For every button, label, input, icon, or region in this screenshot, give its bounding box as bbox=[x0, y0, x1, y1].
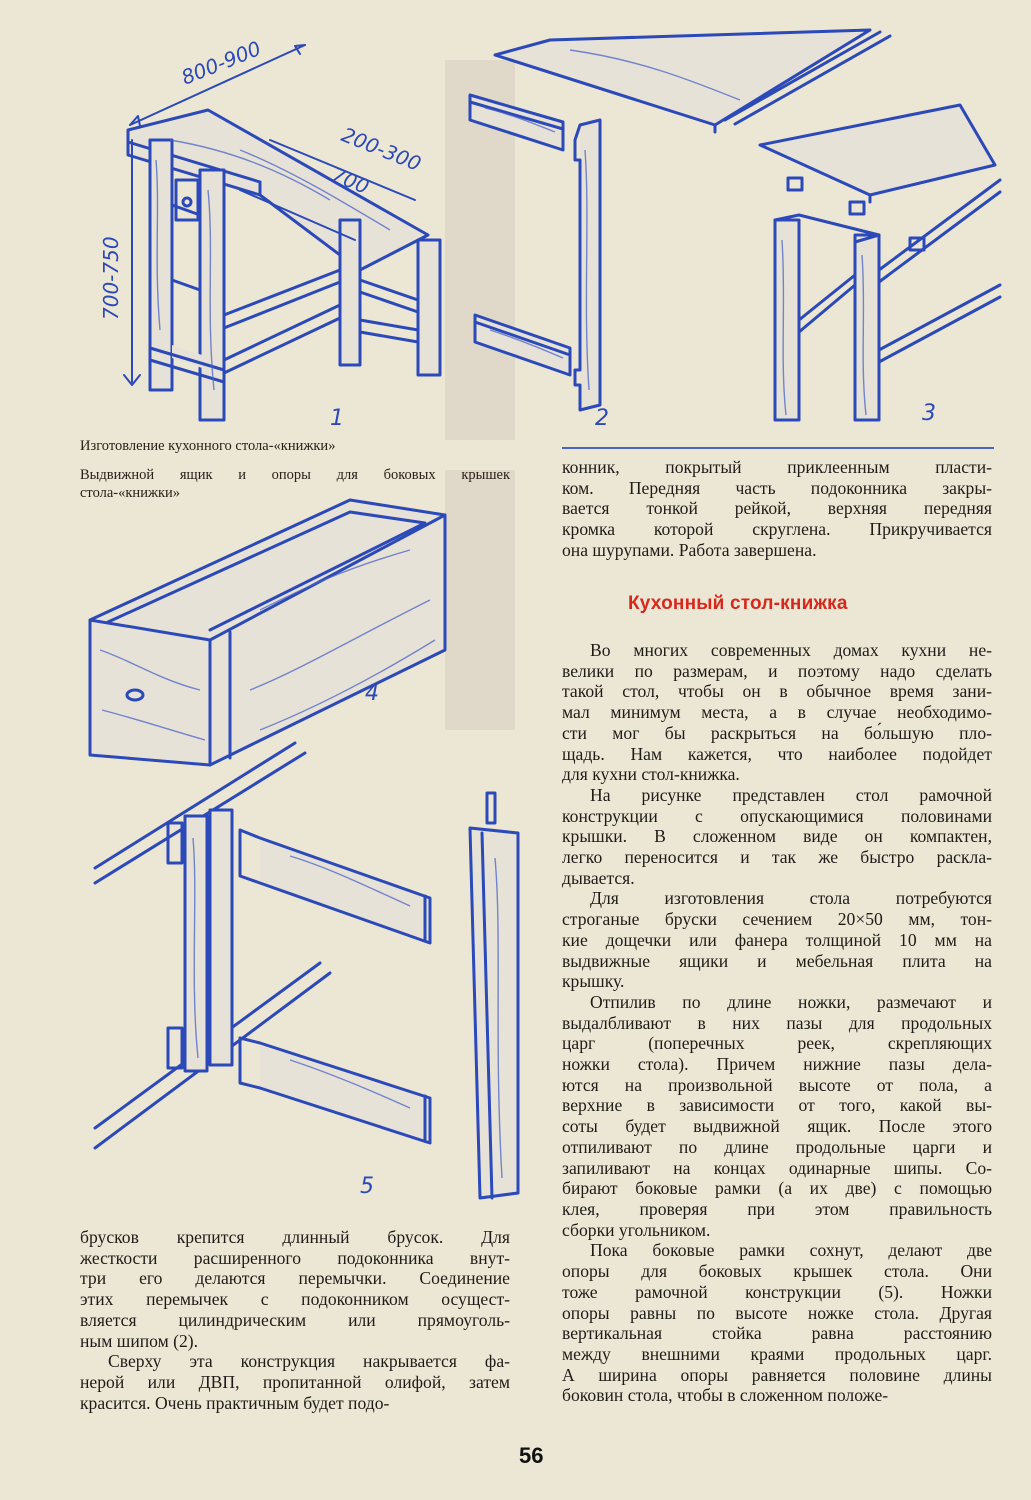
text-line: А ширина опоры равняется половине длины bbox=[562, 1364, 992, 1385]
text-line: вертикальная стойка равна расстоянию bbox=[562, 1323, 992, 1344]
text-line: крышки. В сложенном виде он компактен, bbox=[562, 826, 992, 847]
text-line: такой стол, чтобы он в обычное время зани- bbox=[562, 681, 992, 702]
text-line: конник, покрытый приклеенным пласти- bbox=[562, 457, 992, 477]
text-line: велики по размерам, и поэтому надо сделать bbox=[562, 660, 992, 681]
text-line: крышку. bbox=[562, 971, 625, 992]
text-line: брусков крепится длинный брусок. Для bbox=[80, 1227, 510, 1247]
dimension-depth-label: 700 bbox=[328, 162, 373, 199]
text-line: ком. Передняя часть подоконника закры- bbox=[562, 477, 992, 498]
text-line: Отпилив по длине ножки, размечают и bbox=[590, 991, 992, 1012]
dimension-width-label: 800-900 bbox=[177, 36, 265, 90]
text-line: отпиливают по длине продольные царги и bbox=[562, 1136, 992, 1157]
text-line: Сверху эта конструкция накрывается фа- bbox=[108, 1351, 510, 1372]
text-line: этих перемычек с подоконником осущест- bbox=[80, 1289, 510, 1310]
figure-caption-1: Изготовление кухонного стола-«книжки» bbox=[80, 438, 336, 454]
text-line: выдвижные ящики и мебельная плита на bbox=[562, 950, 992, 971]
text-line: кие дощечки или фанера толщиной 10 мм на bbox=[562, 929, 992, 950]
text-line: боковин стола, чтобы в сложенном положе- bbox=[562, 1385, 889, 1406]
caption-line: Выдвижной ящик и опоры для боковых крышек bbox=[80, 467, 510, 483]
dimension-leaf-label: 200-300 bbox=[338, 122, 425, 176]
text-line: опоры для боковых крышек стола. Они bbox=[562, 1261, 992, 1282]
text-line: кромка которой скруглена. Прикручивается bbox=[562, 519, 992, 540]
text-line: верхние в зависимости от того, какой вы- bbox=[562, 1095, 992, 1116]
text-line: вляется цилиндрическим или прямоуголь- bbox=[80, 1309, 510, 1330]
text-line: выдалбливают в них пазы для продольных bbox=[562, 1012, 992, 1033]
text-line: бирают боковые рамки (а их две) с помощью bbox=[562, 1178, 992, 1199]
text-line: соты будет выдвижной ящик. После этого bbox=[562, 1116, 992, 1137]
figure-number: 1 bbox=[330, 406, 344, 431]
figure-number: 4 bbox=[365, 681, 379, 706]
text-line: вается тонкой рейкой, верхняя передняя bbox=[562, 498, 992, 519]
text-line: ются на произвольной высоте от пола, а bbox=[562, 1074, 992, 1095]
text-line: нерой или ДВП, пропитанной олифой, затем bbox=[80, 1371, 510, 1392]
figure-1-table-drawing bbox=[90, 30, 490, 440]
text-line: опоры равны по высоте ножке стола. Другая bbox=[562, 1302, 992, 1323]
figure-number: 2 bbox=[595, 406, 609, 431]
text-line: для кухни стол-книжка. bbox=[562, 764, 740, 785]
text-line: три его делаются перемычки. Соединение bbox=[80, 1268, 510, 1289]
left-column-text bbox=[80, 1227, 510, 1413]
text-line: красится. Очень практичным будет подо- bbox=[80, 1392, 390, 1413]
article-title: Кухонный стол-книжка bbox=[628, 593, 848, 614]
text-line: Пока боковые рамки сохнут, делают две bbox=[590, 1240, 992, 1261]
text-line: сборки угольником. bbox=[562, 1219, 711, 1240]
text-line: она шурупами. Работа завершена. bbox=[562, 539, 817, 560]
text-line: ным шипом (2). bbox=[80, 1330, 199, 1351]
column-divider-line bbox=[562, 447, 994, 449]
right-top-paragraph bbox=[562, 457, 992, 561]
text-line: щадь. Нам кажется, что наиболее подойдет bbox=[562, 743, 992, 764]
text-line: запиливают на концах одинарные шипы. Со- bbox=[562, 1157, 992, 1178]
caption-line: стола-«книжки» bbox=[80, 485, 181, 501]
dimension-height-label: 700-750 bbox=[99, 236, 123, 320]
text-line: царг (поперечных реек, скрепляющих bbox=[562, 1033, 992, 1054]
text-line: тоже рамочной конструкции (5). Ножки bbox=[562, 1281, 992, 1302]
page-number: 56 bbox=[519, 1443, 544, 1468]
text-line: мал минимум места, а в случае необходимо- bbox=[562, 702, 992, 723]
text-line: сти мог бы раскрыться на бо́льшую пло- bbox=[562, 722, 992, 743]
text-line: конструкции с опускающимися половинами bbox=[562, 805, 992, 826]
text-line: между внешними краями продольных царг. bbox=[562, 1343, 992, 1364]
text-line: жесткости расширенного подоконника внут- bbox=[80, 1247, 510, 1268]
text-line: Во многих современных домах кухни не- bbox=[590, 640, 992, 660]
text-line: строганые бруски сечением 20×50 мм, тон- bbox=[562, 909, 992, 930]
figure-3-windowsill-drawing bbox=[490, 20, 1005, 430]
text-line: легко переносится и так же быстро раскла- bbox=[562, 847, 992, 868]
text-line: дывается. bbox=[562, 867, 635, 888]
text-line: ножки стола). Причем нижние пазы дела- bbox=[562, 1054, 992, 1075]
text-line: На рисунке представлен стол рамочной bbox=[590, 784, 992, 805]
text-line: Для изготовления стола потребуются bbox=[590, 888, 992, 909]
figure-4-drawer-drawing bbox=[80, 490, 460, 780]
figure-5-support-drawing bbox=[90, 738, 530, 1208]
text-line: клея, проверяя при этом правильность bbox=[562, 1198, 992, 1219]
figure-number: 3 bbox=[922, 401, 936, 426]
article-body bbox=[562, 640, 992, 1406]
figure-number: 5 bbox=[360, 1174, 374, 1199]
